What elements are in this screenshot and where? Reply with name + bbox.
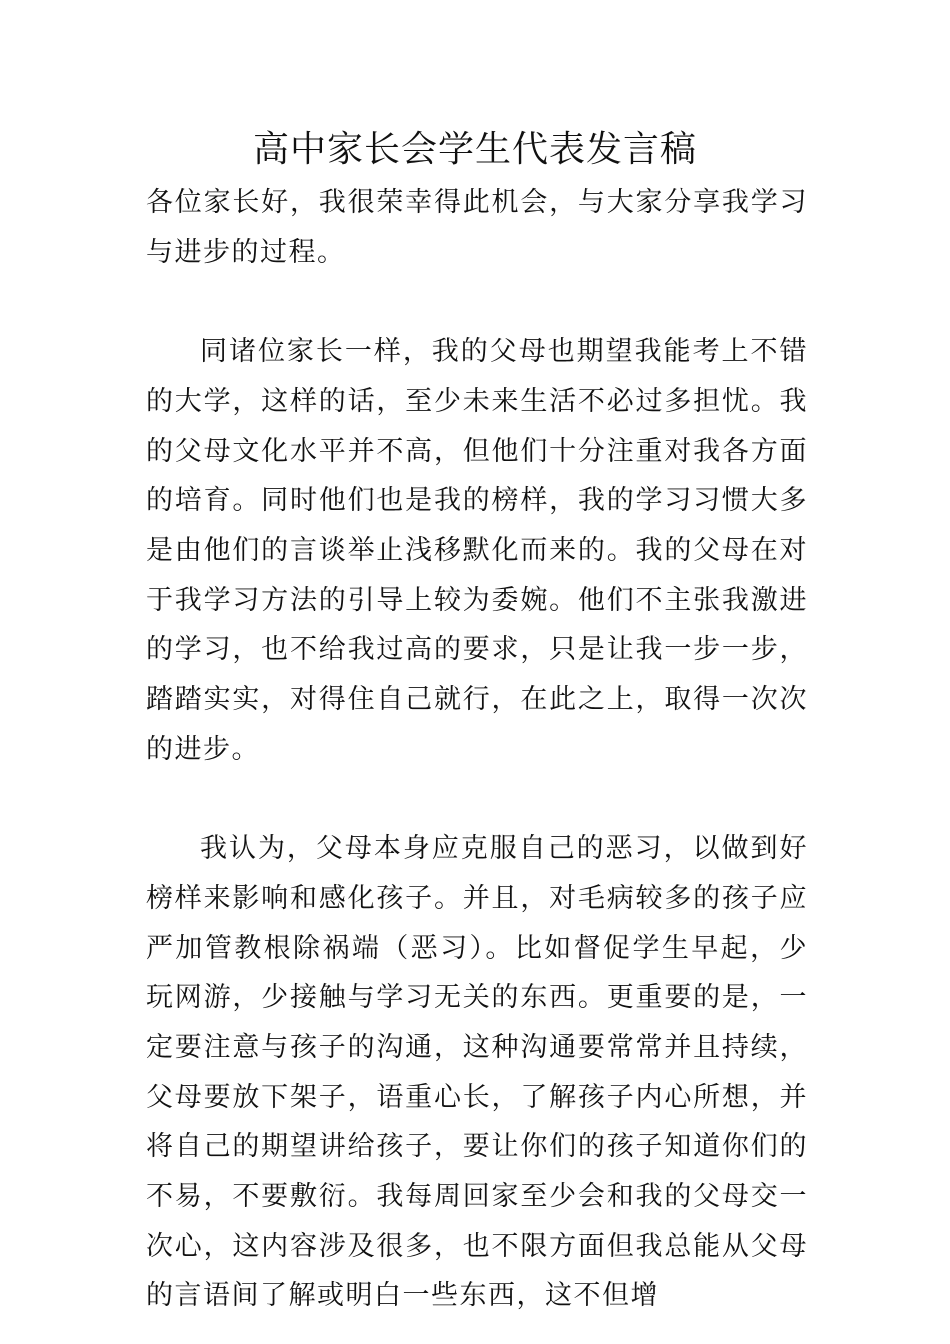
paragraph-spacer [146, 277, 808, 327]
document-body [146, 178, 808, 1321]
paragraph-parent-advice: 我认为，父母本身应克服自己的恶习，以做到好榜样来影响和感化孩子。并且，对毛病较多的孩子应严加管教根除祸端（恶习）。比如督促学生早起，少玩网游，少接触与学习无关的东西。更重要的是，一定要注意与孩子的沟通，这种沟通要常常并且持续，父母要放下架子，语重心长，了解孩子内心所想，并将自己的期望讲给孩子，要让你们的孩子知道你们的不易，不要敷衍。我每周回家至少会和我的父母交一次心，这内容涉及很多，也不限方面但我总能从父母的言语间了解或明白一些东西，这不但增 [146, 833, 808, 1312]
paragraph-greeting: 各位家长好，我很荣幸得此机会，与大家分享我学习与进步的过程。 [146, 187, 808, 268]
paragraph-spacer [146, 774, 808, 824]
document-title: 高中家长会学生代表发言稿 [252, 129, 697, 170]
paragraph-parents-expectations: 同诸位家长一样，我的父母也期望我能考上不错的大学，这样的话，至少未来生活不必过多担忧。我的父母文化水平并不高，但他们十分注重对我各方面的培育。同时他们也是我的榜样，我的学习习惯大多是由他们的言谈举止浅移默化而来的。我的父母在对于我学习方法的引导上较为委婉。他们不主张我激进的学习，也不给我过高的要求，只是让我一步一步，踏踏实实，对得住自己就行，在此之上，取得一次次的进步。 [146, 336, 808, 765]
